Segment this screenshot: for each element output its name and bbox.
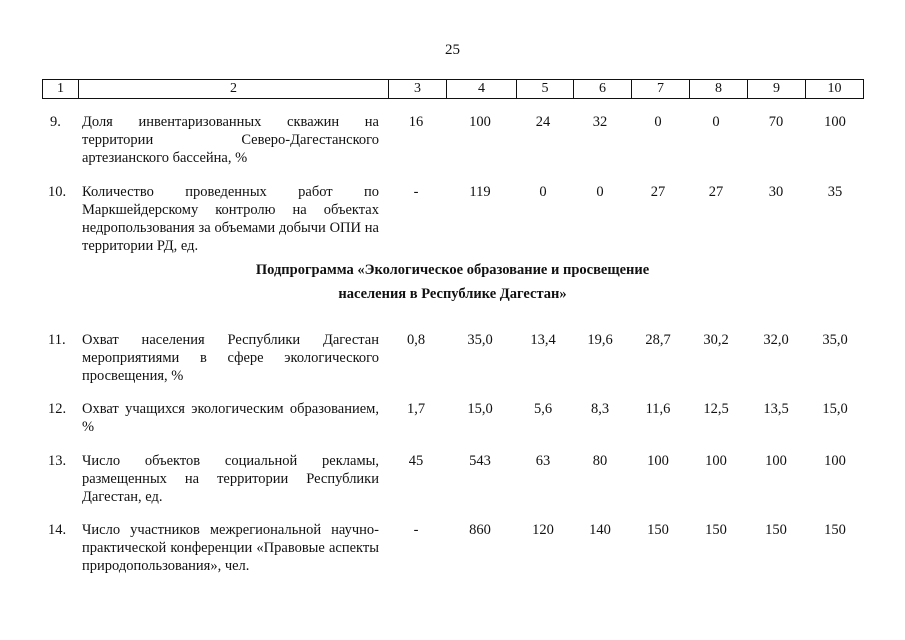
value-cell: 32	[592, 114, 608, 130]
value-cell: 0	[596, 184, 604, 200]
value-cell: 70	[768, 114, 784, 130]
value-cell: -	[413, 522, 419, 538]
value-cell: 150	[647, 522, 669, 538]
row-description: Количество проведенных работ по Маркшейдерскому контролю на объектах недропользования за объемами добычи ОПИ на территории РД, ед.	[82, 184, 379, 254]
value-cell: 100	[705, 453, 727, 469]
value-cell: 30,2	[703, 332, 729, 348]
table-header-row	[42, 79, 864, 99]
header-cell: 10	[827, 81, 842, 96]
value-cell: 15,0	[467, 401, 493, 417]
value-cell: 0	[712, 114, 720, 130]
row-description: Число участников межрегиональной научно-практической конференции «Правовые аспекты природопользования», чел.	[82, 522, 379, 574]
value-cell: 45	[408, 453, 424, 469]
value-cell: 30	[768, 184, 784, 200]
row-description: Число объектов социальной рекламы, размещенных на территории Республики Дагестан, ед.	[82, 453, 379, 505]
row-description: Доля инвентаризованных скважин на территории Северо-Дагестанского артезианского бассейна, %	[82, 114, 379, 166]
value-cell: 16	[408, 114, 424, 130]
value-cell: 19,6	[587, 332, 613, 348]
value-cell: 0	[539, 184, 547, 200]
value-cell: 13,4	[530, 332, 556, 348]
value-cell: 150	[765, 522, 787, 538]
row-number: 12.	[48, 401, 67, 417]
value-cell: 24	[535, 114, 551, 130]
value-cell: 15,0	[822, 401, 848, 417]
value-cell: -	[413, 184, 419, 200]
row-number: 13.	[48, 453, 67, 469]
subprogram-title-line1: Подпрограмма «Экологическое образование и просвещение	[255, 262, 650, 278]
value-cell: 27	[650, 184, 666, 200]
value-cell: 35,0	[467, 332, 493, 348]
value-cell: 543	[469, 453, 491, 469]
value-cell: 8,3	[590, 401, 610, 417]
header-cell: 8	[690, 80, 748, 98]
value-cell: 63	[535, 453, 551, 469]
row-number: 10.	[48, 184, 67, 200]
value-cell: 13,5	[763, 401, 789, 417]
value-cell: 0	[654, 114, 662, 130]
value-cell: 32,0	[763, 332, 789, 348]
value-cell: 100	[765, 453, 787, 469]
header-cell: 7	[632, 80, 690, 98]
page-number: 25	[445, 42, 460, 58]
row-description: Охват населения Республики Дагестан мероприятиями в сфере экологического просвещения, %	[82, 332, 379, 384]
header-cell: 3	[389, 80, 447, 98]
value-cell: 1,7	[406, 401, 426, 417]
value-cell: 28,7	[645, 332, 671, 348]
value-cell: 150	[824, 522, 846, 538]
value-cell: 119	[469, 184, 491, 200]
row-description: Охват учащихся экологическим образованием, %	[82, 401, 379, 435]
row-number: 9.	[50, 114, 61, 130]
value-cell: 150	[705, 522, 727, 538]
header-cell: 6	[574, 80, 632, 98]
header-cell: 5	[517, 80, 574, 98]
value-cell: 100	[647, 453, 669, 469]
value-cell: 100	[824, 114, 846, 130]
value-cell: 140	[589, 522, 611, 538]
value-cell: 100	[469, 114, 491, 130]
value-cell: 80	[592, 453, 608, 469]
value-cell: 0,8	[406, 332, 426, 348]
row-number: 14.	[48, 522, 67, 538]
value-cell: 5,6	[533, 401, 553, 417]
value-cell: 27	[708, 184, 724, 200]
value-cell: 35	[827, 184, 843, 200]
value-cell: 860	[469, 522, 491, 538]
header-cell: 1	[43, 80, 79, 98]
value-cell: 12,5	[703, 401, 729, 417]
value-cell: 11,6	[645, 401, 671, 417]
value-cell: 35,0	[822, 332, 848, 348]
value-cell: 120	[532, 522, 554, 538]
header-cell: 4	[447, 80, 517, 98]
value-cell: 100	[824, 453, 846, 469]
header-cell: 2	[79, 80, 389, 98]
subprogram-title-line2: населения в Республике Дагестан»	[338, 286, 567, 302]
row-number: 11.	[48, 332, 66, 348]
header-cell: 9	[748, 80, 806, 98]
